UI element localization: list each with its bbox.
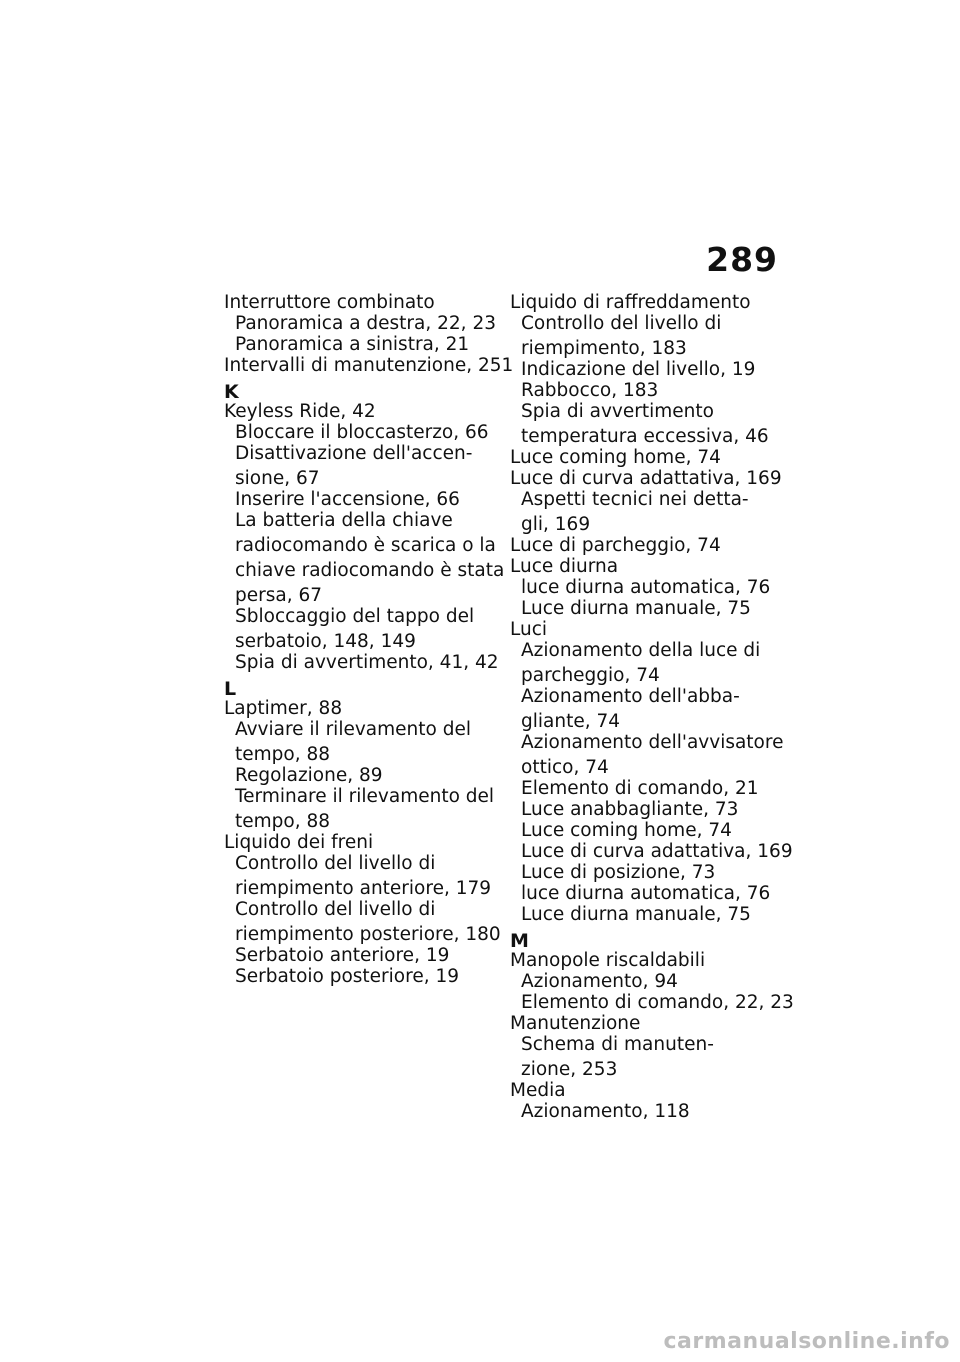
- index-entry-main: Interruttore combinato: [224, 292, 435, 313]
- index-entry-sub: Azionamento dell'abba-: [521, 686, 740, 707]
- index-entry-sub: Controllo del livello di: [521, 313, 722, 334]
- index-entry-sub: La batteria della chiave: [235, 510, 453, 531]
- index-entry-sub: Serbatoio posteriore, 19: [235, 966, 460, 987]
- index-entry-sub-continued: persa, 67: [235, 585, 323, 606]
- index-entry-sub: Luce diurna manuale, 75: [521, 904, 751, 925]
- index-entry-sub-continued: zione, 253: [521, 1059, 618, 1080]
- index-entry-sub: Luce diurna manuale, 75: [521, 598, 751, 619]
- index-entry-sub-continued: chiave radiocomando è stata: [235, 560, 505, 581]
- page-number: 289: [706, 240, 778, 279]
- index-entry-sub: Terminare il rilevamento del: [235, 786, 495, 807]
- index-entry-sub: Luce di curva adattativa, 169: [521, 841, 793, 862]
- index-entry-sub: Elemento di comando, 21: [521, 778, 759, 799]
- index-entry-sub: Avviare il rilevamento del: [235, 719, 471, 740]
- index-entry-sub: Azionamento, 118: [521, 1101, 690, 1122]
- index-entry-sub: Rabbocco, 183: [521, 380, 659, 401]
- index-entry-sub: Controllo del livello di: [235, 853, 436, 874]
- index-entry-sub-continued: riempimento, 183: [521, 338, 687, 359]
- index-entry-sub: Azionamento dell'avvisatore: [521, 732, 784, 753]
- index-entry-main: Luci: [510, 619, 548, 640]
- index-entry-main: Luce di curva adattativa, 169: [510, 468, 782, 489]
- index-entry-sub-continued: radiocomando è scarica o la: [235, 535, 496, 556]
- index-entry-sub: Schema di manuten-: [521, 1034, 714, 1055]
- index-entry-main: Liquido dei freni: [224, 832, 374, 853]
- index-entry-sub: Bloccare il bloccasterzo, 66: [235, 422, 489, 443]
- index-entry-sub-continued: riempimento posteriore, 180: [235, 924, 501, 945]
- index-entry-sub: Azionamento, 94: [521, 971, 678, 992]
- index-entry-sub: Spia di avvertimento, 41, 42: [235, 652, 499, 673]
- watermark-text: carmanualsonline.info: [663, 1329, 950, 1354]
- index-entry-sub: Luce di posizione, 73: [521, 862, 716, 883]
- index-entry-sub-continued: tempo, 88: [235, 744, 331, 765]
- index-entry-sub: Indicazione del livello, 19: [521, 359, 756, 380]
- index-entry-sub: Elemento di comando, 22, 23: [521, 992, 794, 1013]
- index-entry-main: Luce coming home, 74: [510, 447, 721, 468]
- index-entry-sub-continued: parcheggio, 74: [521, 665, 660, 686]
- index-entry-sub-continued: sione, 67: [235, 468, 320, 489]
- index-entry-sub-continued: ottico, 74: [521, 757, 609, 778]
- index-entry-sub-continued: gli, 169: [521, 514, 591, 535]
- index-entry-sub-continued: tempo, 88: [235, 811, 331, 832]
- index-entry-sub: Panoramica a destra, 22, 23: [235, 313, 496, 334]
- index-entry-sub: Spia di avvertimento: [521, 401, 714, 422]
- index-entry-sub-continued: temperatura eccessiva, 46: [521, 426, 769, 447]
- index-entry-main: Manopole riscaldabili: [510, 950, 706, 971]
- index-entry-main: Luce di parcheggio, 74: [510, 535, 721, 556]
- index-entry-main: Media: [510, 1080, 566, 1101]
- index-entry-sub: Azionamento della luce di: [521, 640, 761, 661]
- index-section-letter: L: [224, 678, 237, 700]
- index-entry-main: Liquido di raffreddamento: [510, 292, 751, 313]
- index-section-letter: K: [224, 381, 239, 403]
- index-column-right: [510, 292, 794, 1122]
- index-entry-sub: Regolazione, 89: [235, 765, 383, 786]
- index-entry-sub: Inserire l'accensione, 66: [235, 489, 460, 510]
- index-entry-sub: Aspetti tecnici nei detta-: [521, 489, 749, 510]
- index-entry-sub: Sbloccaggio del tappo del: [235, 606, 475, 627]
- index-entry-sub: Serbatoio anteriore, 19: [235, 945, 450, 966]
- index-entry-sub: Disattivazione dell'accen-: [235, 443, 473, 464]
- index-column-left: [224, 292, 514, 987]
- index-entry-sub: Controllo del livello di: [235, 899, 436, 920]
- index-entry-sub-continued: serbatoio, 148, 149: [235, 631, 416, 652]
- index-entry-main: Laptimer, 88: [224, 698, 343, 719]
- index-entry-sub: Luce coming home, 74: [521, 820, 732, 841]
- index-entry-main: Manutenzione: [510, 1013, 641, 1034]
- index-entry-main: Luce diurna: [510, 556, 619, 577]
- index-entry-sub: luce diurna automatica, 76: [521, 577, 771, 598]
- index-entry-sub-continued: gliante, 74: [521, 711, 621, 732]
- index-section-letter: M: [510, 930, 529, 952]
- index-entry-sub: Luce anabbagliante, 73: [521, 799, 739, 820]
- index-entry-sub: Panoramica a sinistra, 21: [235, 334, 470, 355]
- index-entry-sub: luce diurna automatica, 76: [521, 883, 771, 904]
- index-entry-main: Keyless Ride, 42: [224, 401, 376, 422]
- index-entry-main: Intervalli di manutenzione, 251: [224, 355, 514, 376]
- index-entry-sub-continued: riempimento anteriore, 179: [235, 878, 492, 899]
